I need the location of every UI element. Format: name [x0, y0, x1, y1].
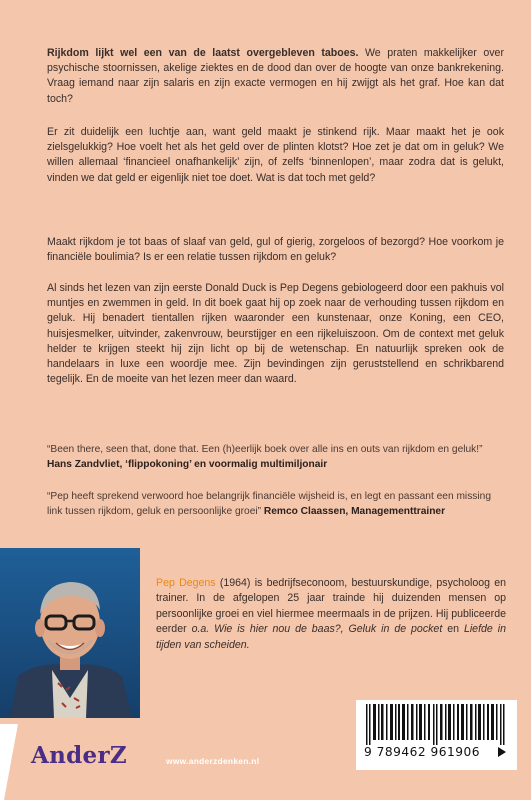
paragraph-4: Al sinds het lezen van zijn eerste Donald Duck is Pep Degens gebiologeerd door een pakhuis vol muntjes en zwemmen in geld. In dit boek gaat hij op zoek naar de verhouding tussen rijkdom en geluk. Hij benadert tientallen rijken waaronder een kunstenaar, onze Koning, een CEO, huisjesmelker, uitvinder, zakenvrouw, beurstijger en een rijkeluiszoon. Om de context met geluk helder te krijgen steekt hij zijn licht op bij de wetenschap. En natuurlijk spreken ook de handelaars in luxe een woordje mee. Zijn bevindingen zijn geruststellend en schrikbarend tegelijk. En de moeite van het lezen meer dan waard.	[47, 282, 504, 386]
barcode-icon	[362, 704, 512, 746]
intro-paragraph	[47, 46, 504, 107]
paragraph-3: Maakt rijkdom je tot baas of slaaf van geld, gul of gierig, zorgeloos of bezorgd? Hoe voorkom je financiële boulimia? Is er een relatie tussen rijkdom en geluk?	[47, 236, 504, 264]
intro-lead: Rijkdom lijkt wel een van de laatst overgebleven taboes.	[47, 47, 359, 59]
isbn-number: 9 789462 961906	[364, 745, 514, 759]
quote-1-text: “Been there, seen that, done that. Een (h)eerlijk boek over alle ins en outs van rijkdom en geluk!”	[47, 444, 483, 455]
quote-2-author: Remco Claassen, Managementtrainer	[263, 506, 446, 517]
quote-1-author: Hans Zandvliet, ‘flippokoning’ en voormalig multimiljonair	[47, 459, 328, 470]
author-photo	[0, 548, 140, 718]
isbn-barcode	[356, 700, 517, 770]
publisher-logo: AnderZ	[31, 742, 127, 769]
author-bio	[156, 576, 506, 653]
barcode-arrow-icon	[498, 747, 506, 757]
bio-part-1: (1964) is bedrijfseconoom, bestuurskundige, psycholoog en trainer. In de afgelopen 25 jaar trainde hij duizenden mensen op persoonlijke groei en viel hiermee meermaals in de prijzen. Hij publiceerde eerder	[156, 577, 507, 636]
publisher-website: www.anderzdenken.nl	[166, 756, 260, 766]
quote-1	[47, 442, 504, 472]
author-photo-icon	[0, 548, 140, 718]
intro-rest: We praten makkelijker over psychische stoornissen, akelige ziektes en de dood dan over de hoogte van onze bankrekening. Vraag iemand naar zijn salaris en zijn exacte vermogen en hij zwijgt als het graf. Hoe kan dat toch?	[47, 47, 504, 105]
author-name: Pep Degens	[156, 577, 216, 589]
quote-2-text: “Pep heeft sprekend verwoord hoe belangrijk financiële wijsheid is, en legt en passant een missing link tussen rijkdom, geluk en persoonlijke groei”	[47, 491, 491, 517]
quote-2	[47, 489, 504, 519]
bio-part-2: en	[442, 623, 464, 636]
bio-previous-works: o.a. Wie is hier nou de baas?, Geluk in de pocket	[191, 623, 443, 636]
bio-book-2: Liefde in tijden van scheiden.	[156, 623, 506, 651]
paragraph-2: Er zit duidelijk een luchtje aan, want geld maakt je stinkend rijk. Maar maakt het je ook zielsgelukkig? Hoe voelt het als het geld over de plinten klotst? Hoe zet je dat om in geluk? We willen allemaal ‘financieel onafhankelijk’ zijn, of zelfs ‘binnenlopen’, maar zodra dat is gelukt, vinden we dat geld er eigenlijk niet toe doet. Wat is dat toch met geld?	[47, 126, 504, 184]
